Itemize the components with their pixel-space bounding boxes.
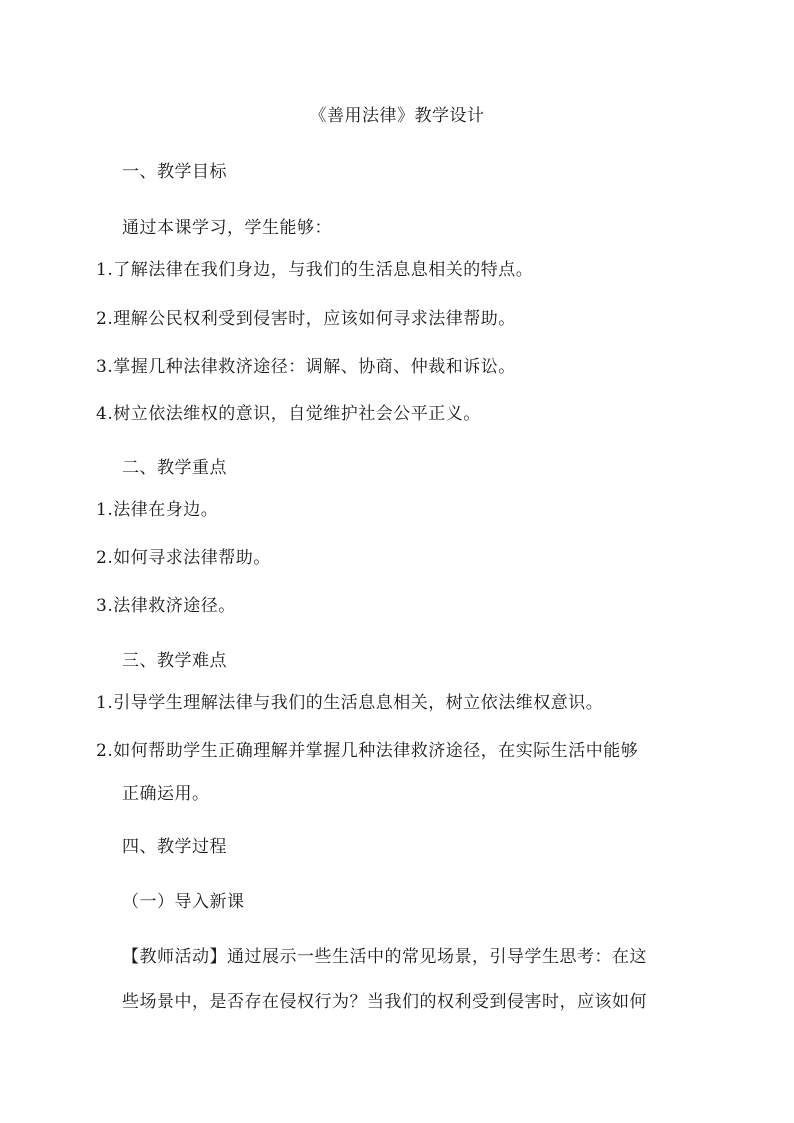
difficulty-item-continuation: 正确运用。 bbox=[122, 784, 210, 804]
section-heading-process: 四、教学过程 bbox=[122, 837, 227, 857]
difficulty-item: 1.引导学生理解法律与我们的生活息息相关，树立依法维权意识。 bbox=[96, 693, 604, 713]
section-heading-key-points: 二、教学重点 bbox=[122, 458, 227, 478]
objective-item: 3.掌握几种法律救济途径：调解、协商、仲裁和诉讼。 bbox=[96, 357, 516, 377]
subsection-heading-intro: （一）导入新课 bbox=[122, 892, 245, 912]
document-title: 《善用法律》教学设计 bbox=[309, 106, 485, 126]
key-point-item: 3.法律救济途径。 bbox=[96, 596, 236, 616]
objective-item: 2.理解公民权利受到侵害时，应该如何寻求法律帮助。 bbox=[96, 309, 516, 329]
section-heading-difficulties: 三、教学难点 bbox=[122, 651, 227, 671]
section-heading-objectives: 一、教学目标 bbox=[122, 162, 227, 182]
objective-item: 1.了解法律在我们身边，与我们的生活息息相关的特点。 bbox=[96, 260, 534, 280]
difficulty-item: 2.如何帮助学生正确理解并掌握几种法律救济途径，在实际生活中能够 bbox=[96, 741, 639, 761]
paragraph-line: 【教师活动】通过展示一些生活中的常见场景，引导学生思考：在这 bbox=[122, 947, 647, 967]
objective-item: 4.树立依法维权的意识，自觉维护社会公平正义。 bbox=[96, 404, 481, 424]
key-point-item: 1.法律在身边。 bbox=[96, 500, 219, 520]
paragraph-line: 些场景中，是否存在侵权行为？当我们的权利受到侵害时，应该如何 bbox=[122, 992, 647, 1012]
objectives-intro: 通过本课学习，学生能够： bbox=[122, 218, 332, 238]
key-point-item: 2.如何寻求法律帮助。 bbox=[96, 548, 271, 568]
